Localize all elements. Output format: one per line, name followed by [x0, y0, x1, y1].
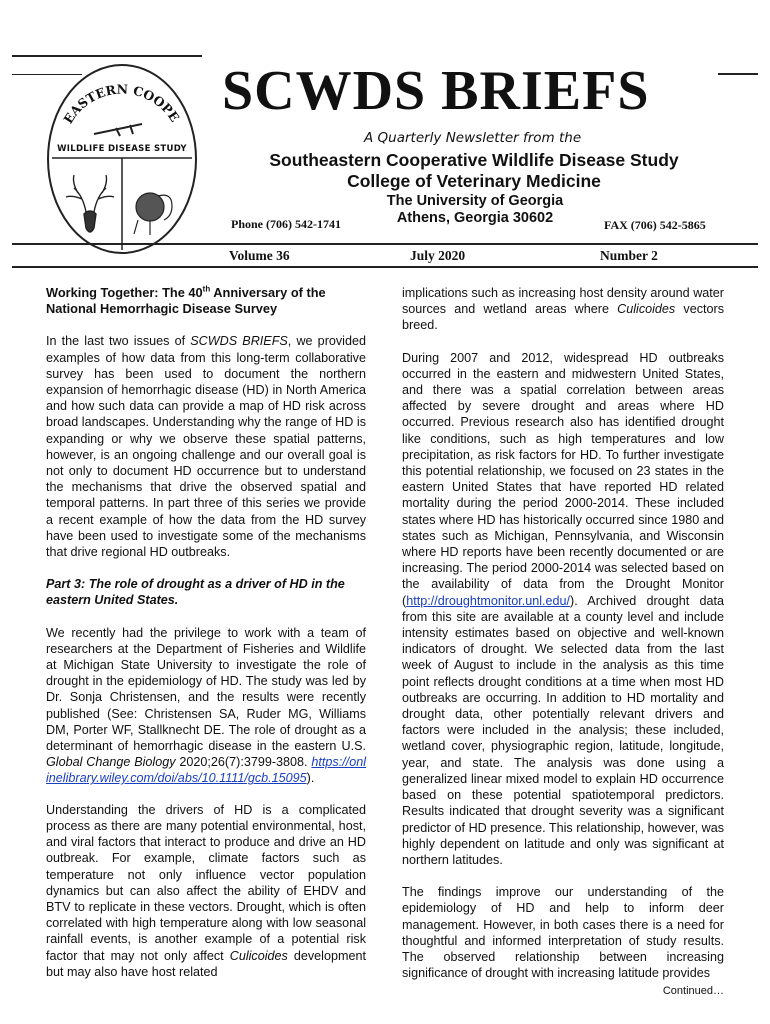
- header-rule-top-left: [12, 55, 202, 57]
- publication-link[interactable]: https://onlinelibrary.wiley.com/doi/abs/10.1111/gcb.15095: [46, 755, 367, 786]
- article-paragraph: implications such as increasing host density around water sources and wetland areas where Culicoides vectors breed.: [402, 286, 724, 333]
- fax-number: FAX (706) 542-5865: [604, 218, 706, 232]
- article-paragraph: Understanding the drivers of HD is a complicated process as there are many potential environmental, host, and viral factors that interact to produce and drive an HD outbreak. For example, climate factors such as temperature not only influence vector population dynamics but can also affect the ability of EHDV and BTV to replicate in these vectors. Drought, which is often correlated with high temperature along with low seasonal rainfall events, is another example of a potential risk factor that may not only affect Culicoides development but may also have host related: [46, 802, 366, 979]
- article-title: Working Together: The 40th Anniversary of the National Hemorrhagic Disease Survey: [46, 284, 326, 317]
- newsletter-tagline: A Quarterly Newsletter from the: [364, 130, 582, 146]
- newsletter-title: SCWDS BRIEFS: [222, 60, 650, 122]
- issue-rule-bottom: [12, 266, 758, 268]
- logo-band-text: WILDLIFE DISEASE STUDY: [57, 144, 187, 154]
- article-paragraph: In the last two issues of SCWDS BRIEFS, we provided examples of how data from this long-term collaborative survey has been used to document the northern expansion of hemorrhagic disease (HD) in North America and how such data can provide a map of HD risk across broad landscapes. Understanding why the range of HD is expanding or why we observe these spatial patterns, however, is an ongoing challenge and our overall goal is not only to document HD occurrence but to understand the mechanisms that drive the observed spatial and temporal patterns. In part three of this series we provide a recent example of how the data from the HD survey have been used to investigate some of the mechanisms that drive regional HD outbreaks.: [46, 334, 366, 560]
- issue-number: Number 2: [600, 248, 658, 263]
- city-address: Athens, Georgia 30602: [396, 210, 554, 226]
- college-name: College of Veterinary Medicine: [347, 171, 601, 191]
- article-paragraph: We recently had the privilege to work with a team of researchers at the Department of Fisheries and Wildlife at Michigan State University to investigate the role of drought in the epidemiology of HD. The study was led by Dr. Sonja Christensen, and the results were recently published (See: Christensen SA, Ruder MG, Williams DM, Porter WF, Stallknecht DE. The role of drought as a determinant of hemorrhagic disease in the eastern U.S. Global Change Biology 2020;26(7):3799-3808. https://onlinelibrary.wiley.com/doi/abs/10.1111/gcb.15095).: [46, 625, 367, 786]
- issue-rule-top: [12, 243, 758, 245]
- scwds-logo: [46, 62, 198, 256]
- issue-date: July 2020: [410, 248, 466, 263]
- drought-monitor-link[interactable]: http://droughtmonitor.unl.edu/: [406, 593, 571, 608]
- organization-name: Southeastern Cooperative Wildlife Disease Study: [269, 150, 679, 170]
- issue-volume: Volume 36: [229, 248, 290, 263]
- article-paragraph: The findings improve our understanding of the epidemiology of HD and help to inform deer management. However, in both cases there is a need for thoughtful and informed interpretation of study results. The observed relationship between increasing significance of drought with increasing latitude provides: [402, 885, 724, 981]
- continued-note: Continued…: [662, 985, 724, 997]
- article-column-left: [46, 285, 366, 996]
- article-paragraph: During 2007 and 2012, widespread HD outbreaks occurred in the eastern and midwestern United States, and there was a spatial correlation between areas affected by severe drought and areas where HD occurred. Previous research also has identified drought like conditions, such as high temperatures and low precipitation, as risk factors for HD. To further investigate this potential relationship, we focused on 23 states in the eastern United States that have reported HD related mortality during the period 2000-2014. These included states where HD has historically occurred since 1980 and states such as Michigan, Pennsylvania, and Wisconsin where HD reports have been recently documented or are increasing. The period 2000-2014 was selected based on the availability of data from the Drought Monitor (http://droughtmonitor.unl.edu/). Archived drought data from this site are available at a county level and include intensity estimates based on objective and well-known indicators of drought. We selected data from the last week of August to include in the analysis as this time point reflects drought conditions at a time when most HD outbreaks are occurring. In addition to HD mortality and drought data, other potentially relevant drivers and factors were included in the analysis; these included, wetland cover, physiographic region, latitude, longitude, year, and state. The analysis was done using a generalized linear mixed model to explain HD occurrence based on these potential spatiotemporal predictors. Results indicated that drought severity was a significant predictor of HD presence. This relationship, however, was highly dependent on latitude and only was significant at northern latitudes.: [402, 350, 724, 867]
- phone-number: Phone (706) 542-1741: [231, 217, 341, 231]
- article-column-right: [402, 285, 724, 997]
- logo-emblem-icon: [46, 62, 198, 256]
- logo-arc-text: EASTERN COOPE: [60, 81, 183, 127]
- article-subheading: Part 3: The role of drought as a driver of HD in the eastern United States.: [46, 577, 345, 608]
- university-name: The University of Georgia: [386, 193, 564, 209]
- header-rule-top-right: [718, 73, 758, 75]
